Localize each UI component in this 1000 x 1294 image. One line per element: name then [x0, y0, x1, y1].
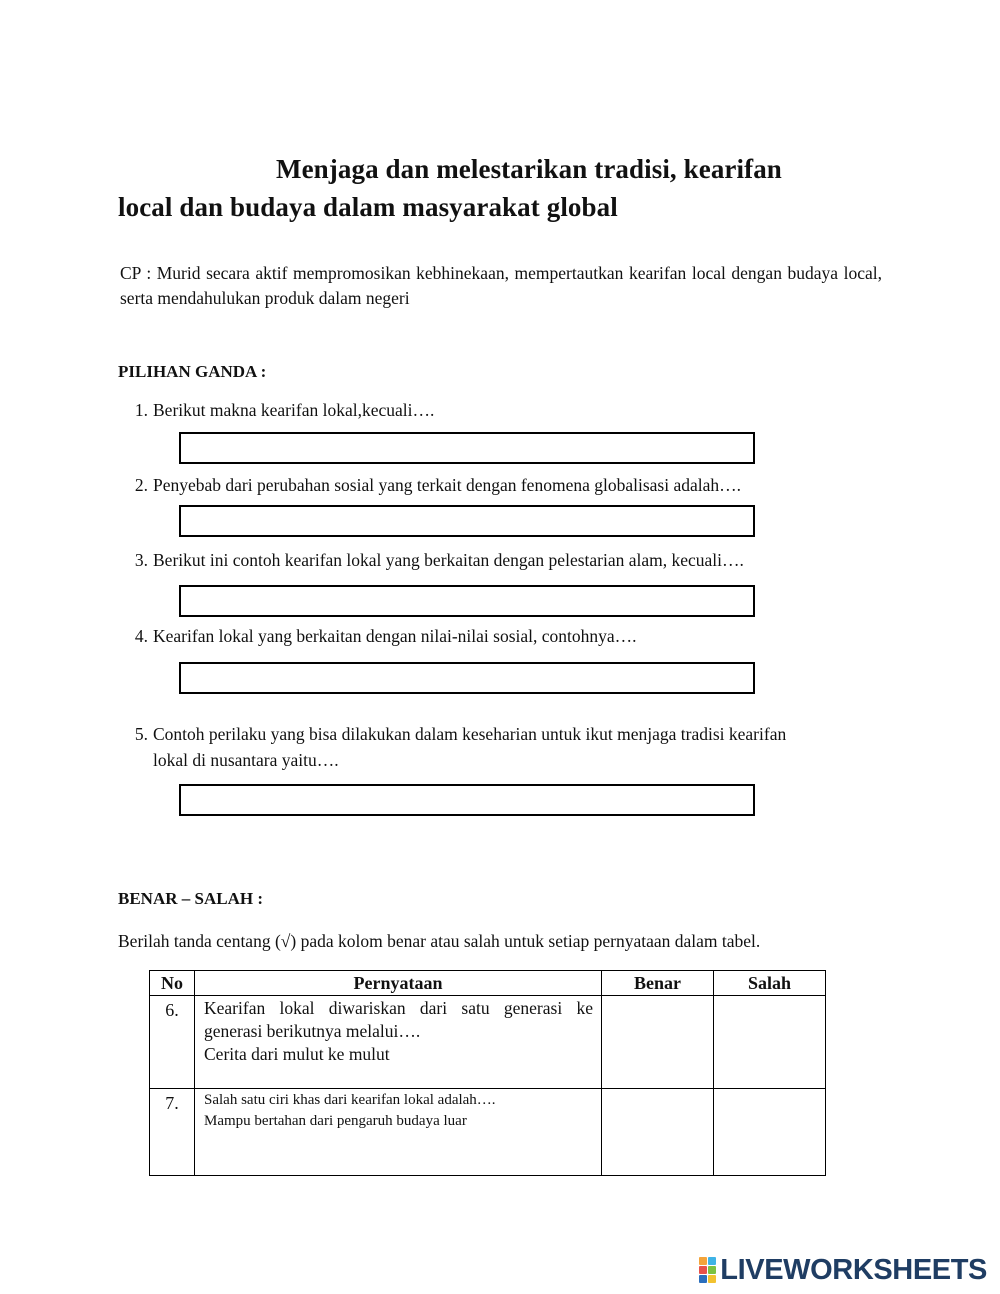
answer-input-2[interactable] [179, 505, 755, 537]
liveworksheets-logo [699, 1254, 987, 1286]
statement-question: Kearifan lokal diwariskan dari satu generasi ke generasi berikutnya melalui…. [204, 998, 593, 1041]
question-text: Penyebab dari perubahan sosial yang terkait dengan fenomena globalisasi adalah…. [153, 475, 741, 495]
false-checkbox-cell-6[interactable] [714, 996, 826, 1089]
header-false: Salah [714, 971, 826, 996]
question-number: 1. [134, 400, 148, 420]
question-2 [124, 472, 884, 498]
statement-cell [195, 1089, 602, 1176]
statement-question: Salah satu ciri khas dari kearifan lokal adalah…. [204, 1092, 496, 1108]
false-checkbox-cell-7[interactable] [714, 1089, 826, 1176]
table-header-row [150, 971, 826, 996]
question-number: 4. [134, 626, 148, 646]
question-5 [124, 721, 894, 773]
liveworksheets-logo-text: LIVEWORKSHEETS [720, 1253, 987, 1286]
question-number: 5. [134, 724, 148, 744]
learning-outcome-text: CP : Murid secara aktif mempromosikan kebhinekaan, mempertautkan kearifan local dengan budaya local, serta mendahulukan produk dalam negeri [120, 263, 882, 308]
liveworksheets-logo-icon [699, 1257, 716, 1283]
question-number: 2. [134, 475, 148, 495]
question-text-line-1: Contoh perilaku yang bisa dilakukan dalam keseharian untuk ikut menjaga tradisi kearifan [153, 724, 787, 744]
question-text: Kearifan lokal yang berkaitan dengan nilai-nilai sosial, contohnya…. [153, 626, 637, 646]
question-1 [124, 397, 884, 423]
question-3 [124, 547, 884, 573]
question-text-line-2: lokal di nusantara yaitu…. [153, 750, 339, 770]
true-checkbox-cell-7[interactable] [602, 1089, 714, 1176]
true-false-heading: BENAR – SALAH : [118, 889, 263, 908]
title-line-1: Menjaga dan melestarikan tradisi, kearifan [276, 154, 782, 184]
true-checkbox-cell-6[interactable] [602, 996, 714, 1089]
header-no: No [150, 971, 195, 996]
answer-input-5[interactable] [179, 784, 755, 816]
multiple-choice-heading: PILIHAN GANDA : [118, 362, 267, 381]
question-4 [124, 623, 884, 649]
row-number: 7. [150, 1089, 195, 1176]
answer-input-4[interactable] [179, 662, 755, 694]
true-false-table [149, 970, 826, 1176]
statement-cell [195, 996, 602, 1089]
header-true: Benar [602, 971, 714, 996]
question-text: Berikut makna kearifan lokal,kecuali…. [153, 400, 435, 420]
row-number: 6. [150, 996, 195, 1089]
true-false-instruction: Berilah tanda centang (√) pada kolom benar atau salah untuk setiap pernyataan dalam tabel. [118, 931, 761, 951]
table-row [150, 996, 826, 1089]
answer-input-1[interactable] [179, 432, 755, 464]
question-text: Berikut ini contoh kearifan lokal yang berkaitan dengan pelestarian alam, kecuali…. [153, 550, 744, 570]
header-statement: Pernyataan [195, 971, 602, 996]
answer-input-3[interactable] [179, 585, 755, 617]
statement-answer: Cerita dari mulut ke mulut [204, 1044, 390, 1064]
title-line-2: local dan budaya dalam masyarakat global [118, 192, 618, 222]
question-number: 3. [134, 550, 148, 570]
statement-answer: Mampu bertahan dari pengaruh budaya luar [204, 1113, 467, 1129]
table-row [150, 1089, 826, 1176]
